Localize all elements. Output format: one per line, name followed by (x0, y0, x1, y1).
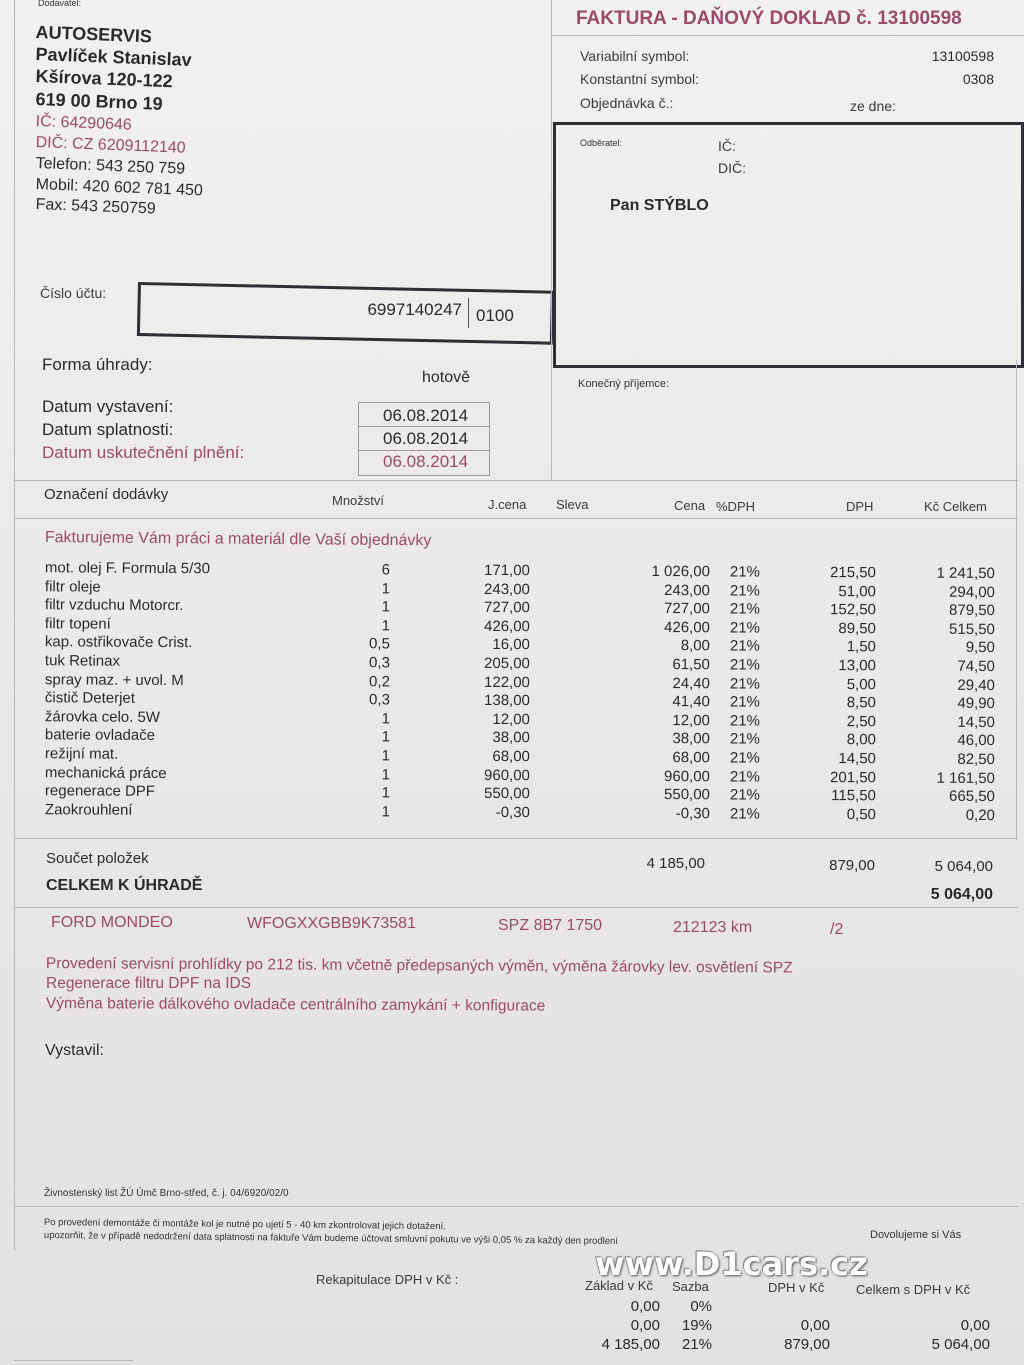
customer-caption: Odběratel: (580, 138, 623, 148)
cell-vat-rate: 21% (729, 582, 760, 600)
note-3: Výměna baterie dálkového ovladače centrálního zamykání + konfigurace (45, 995, 546, 1015)
col-vat-header: DPH (846, 499, 874, 514)
cell-vat: 2,50 (846, 712, 876, 731)
cell-price: 960,00 (663, 767, 710, 785)
cell-vat-rate: 21% (729, 675, 760, 693)
vat-recap-vat: 879,00 (784, 1336, 830, 1353)
cell-unit-price: 12,00 (492, 710, 530, 729)
cell-name: filtr topení (44, 615, 111, 633)
cell-vat: 115,50 (831, 787, 876, 805)
bank-code: 0100 (476, 306, 514, 325)
vat-recap-label: Rekapitulace DPH v Kč : (316, 1272, 459, 1287)
customer-ic-label: IČ: (718, 138, 736, 154)
col-discount-header: Sleva (556, 497, 589, 512)
cell-price: 727,00 (663, 600, 710, 618)
cell-unit-price: 243,00 (483, 580, 530, 598)
amount-due-label: CELKEM K ÚHRADĚ (46, 877, 203, 894)
cell-vat: 13,00 (838, 657, 876, 675)
vat-recap-vat: 0,00 (800, 1317, 830, 1334)
watermark-logo: www.D1cars.cz (595, 1245, 868, 1283)
cell-name: tuk Retinax (44, 652, 121, 670)
note-2: Regenerace filtru DPF na IDS (46, 975, 252, 992)
cell-vat: 0,50 (846, 805, 876, 824)
cell-vat-rate: 21% (729, 730, 760, 749)
notice-line-2: upozorňit, že v případě nedodržení data splatnosti na faktuře Vám budeme účtovat smluvní pokutu ve výši 0,05 % za každý den prodlení (43, 1230, 618, 1248)
sum-total: 5 064,00 (934, 858, 993, 875)
cell-price: 1 026,00 (651, 562, 710, 581)
cell-unit-price: 16,00 (492, 636, 530, 654)
cell-total: 0,20 (965, 806, 995, 824)
vat-recap-rate: 0% (690, 1298, 712, 1315)
cell-total: 879,50 (948, 601, 995, 620)
cell-vat-rate: 21% (729, 693, 760, 711)
cell-total: 665,50 (948, 787, 995, 806)
vat-recap-rate: 19% (681, 1317, 712, 1334)
amount-due: 5 064,00 (930, 886, 993, 903)
cell-price: 24,40 (672, 674, 710, 692)
cell-qty: 1 (381, 728, 390, 746)
cell-vat: 89,50 (838, 619, 876, 638)
vat-recap-total-header: Celkem s DPH v Kč (856, 1282, 971, 1297)
cell-vat: 152,50 (829, 601, 876, 619)
cell-vat-rate: 21% (729, 712, 760, 730)
cell-qty: 1 (381, 747, 390, 765)
cell-unit-price: 138,00 (483, 692, 530, 710)
cell-total: 49,90 (957, 695, 995, 713)
cell-vat-rate: 21% (729, 749, 760, 767)
vat-recap-total: 5 064,00 (931, 1336, 990, 1353)
cell-total: 1 161,50 (936, 769, 995, 787)
supplier-city: 619 00 Brno 19 (35, 89, 163, 114)
cell-price: 41,40 (672, 693, 710, 711)
vehicle-plate: SPZ 8B7 1750 (498, 917, 603, 934)
cell-unit-price: 68,00 (492, 748, 530, 766)
cell-price: 38,00 (672, 730, 710, 748)
supplier-ic: IČ: 64290646 (35, 113, 133, 134)
col-name-header: Označení dodávky (44, 486, 169, 503)
col-total-header: Kč Celkem (924, 499, 987, 514)
vat-recap-total: 0,00 (960, 1317, 990, 1334)
vat-recap-row (0, 1336, 1024, 1354)
cell-vat: 8,50 (846, 694, 876, 712)
cell-total: 29,40 (957, 676, 995, 694)
cell-unit-price: 38,00 (492, 729, 530, 747)
col-vat-rate-header: %DPH (716, 499, 756, 514)
cell-unit-price: 171,00 (483, 561, 530, 580)
variable-symbol: 13100598 (931, 48, 994, 64)
cell-name: Zaokrouhlení (44, 801, 133, 819)
vat-recap-base: 0,00 (630, 1317, 660, 1334)
cell-price: -0,30 (675, 804, 710, 823)
cell-name: regenerace DPF (44, 782, 156, 801)
cell-vat: 8,00 (846, 731, 876, 749)
cell-total: 294,00 (948, 583, 995, 601)
note-1: Provedení servisní prohlídky po 212 tis. km včetně předepsaných výměn, výměna žárovky lev. osvětlení SPZ (45, 955, 793, 977)
payment-method-label: Forma úhrady: (42, 355, 153, 374)
cell-vat-rate: 21% (729, 805, 760, 823)
cell-vat-rate: 21% (729, 563, 760, 581)
notice-line-1: Po provedení demontáže či montáže kol je nutné po ujetí 5 - 40 km zkontrolovat jejich dotažení. (43, 1217, 446, 1233)
cell-name: mechanická práce (44, 763, 167, 782)
vat-recap-base: 4 185,00 (601, 1336, 660, 1353)
cell-price: 426,00 (663, 618, 710, 637)
invoice-intro: Fakturujeme Vám práci a materiál dle Vaší objednávky (44, 529, 432, 550)
cell-total: 9,50 (965, 639, 995, 657)
cell-unit-price: 426,00 (483, 617, 530, 636)
order-label: Objednávka č.: (580, 95, 674, 111)
vat-recap-base: 0,00 (630, 1298, 660, 1315)
issue-date: 06.08.2014 (383, 406, 469, 425)
account-number: 6997140247 (367, 300, 462, 319)
col-price-header: Cena (674, 498, 706, 513)
customer-box (553, 122, 1024, 368)
cell-qty: 0,2 (369, 672, 390, 690)
col-qty-header: Množství (332, 493, 385, 508)
cell-unit-price: 960,00 (483, 766, 530, 784)
cell-unit-price: 727,00 (483, 599, 530, 617)
trade-license: Živnostenský list ŽÚ Úmč Brno-střed, č. j. 04/6920/02/0 (44, 1188, 289, 1199)
cell-name: čistič Deterjet (44, 689, 136, 708)
vehicle-model: FORD MONDEO (51, 914, 173, 931)
cell-qty: 1 (381, 617, 390, 635)
cell-qty: 1 (381, 784, 390, 802)
issued-by-label: Vystavil: (45, 1042, 104, 1059)
customer-name: Pan STÝBLO (610, 197, 709, 214)
cell-vat: 201,50 (829, 768, 876, 786)
cell-name: režijní mat. (44, 745, 119, 763)
cell-vat-rate: 21% (729, 656, 760, 674)
constant-symbol-label: Konstantní symbol: (580, 71, 700, 87)
cell-qty: 1 (381, 598, 390, 616)
cell-vat: 1,50 (846, 638, 876, 656)
supplier-fax: Fax: 543 250759 (35, 196, 157, 218)
cell-vat-rate: 21% (729, 786, 760, 804)
polite-text: Dovolujeme si Vás (870, 1229, 962, 1241)
vehicle-extra: /2 (830, 921, 844, 938)
vat-recap-rate-header: Sazba (672, 1279, 709, 1294)
issue-date-label: Datum vystavení: (42, 397, 174, 416)
supplier-owner: Pavlíček Stanislav (35, 44, 192, 70)
cell-qty: 0,5 (369, 635, 390, 653)
cell-name: filtr oleje (44, 577, 101, 596)
cell-price: 243,00 (663, 581, 710, 599)
supplier-street: Kšírova 120-122 (35, 66, 173, 92)
cell-price: 550,00 (663, 786, 710, 804)
cell-vat-rate: 21% (729, 637, 760, 656)
cell-total: 82,50 (957, 750, 995, 769)
supplier-dic: DIČ: CZ 6209112140 (35, 134, 186, 157)
cell-qty: 1 (381, 710, 390, 728)
cell-vat: 5,00 (846, 675, 876, 693)
cell-name: mot. olej F. Formula 5/30 (44, 559, 211, 578)
supplier-caption: Dodavatel: (38, 0, 82, 8)
customer-dic-label: DIČ: (718, 160, 746, 176)
cell-vat-rate: 21% (729, 600, 760, 618)
cell-total: 46,00 (957, 732, 995, 750)
taxable-date-label: Datum uskutečnění plnění: (42, 443, 245, 462)
constant-symbol: 0308 (962, 71, 994, 87)
cell-qty: 0,3 (369, 691, 390, 709)
vat-recap-row (0, 1298, 1024, 1316)
cell-vat: 14,50 (838, 750, 876, 768)
cell-qty: 1 (381, 579, 390, 597)
cell-unit-price: 205,00 (483, 654, 530, 673)
cell-qty: 1 (381, 765, 390, 783)
variable-symbol-label: Variabilní symbol: (580, 48, 690, 64)
supplier-phone: Telefon: 543 250 759 (35, 155, 186, 178)
due-date-label: Datum splatnosti: (42, 420, 174, 439)
vat-recap-row (0, 1317, 1024, 1335)
supplier-name: AUTOSERVIS (35, 22, 153, 47)
cell-name: baterie ovladače (44, 726, 156, 745)
supplier-mobile: Mobil: 420 602 781 450 (35, 176, 204, 200)
vat-recap-base-header: Základ v Kč (585, 1278, 653, 1293)
cell-name: spray maz. + uvol. M (44, 670, 184, 689)
account-label: Číslo účtu: (40, 285, 107, 301)
cell-unit-price: -0,30 (495, 803, 530, 822)
vat-recap-vat-header: DPH v Kč (768, 1280, 825, 1295)
cell-unit-price: 122,00 (483, 673, 530, 691)
cell-vat: 215,50 (829, 564, 876, 582)
cell-price: 12,00 (672, 711, 710, 730)
order-date-label: ze dne: (850, 98, 896, 114)
cell-qty: 6 (381, 561, 390, 579)
vehicle-mileage: 212123 km (673, 919, 753, 936)
taxable-date: 06.08.2014 (383, 452, 469, 471)
cell-vat-rate: 21% (729, 768, 760, 786)
cell-qty: 0,3 (369, 654, 390, 672)
invoice-title: FAKTURA - DAŇOVÝ DOKLAD č. 13100598 (576, 8, 962, 29)
cell-total: 74,50 (957, 657, 995, 676)
cell-vat: 51,00 (838, 582, 876, 600)
cell-unit-price: 550,00 (483, 785, 530, 803)
cell-price: 61,50 (672, 656, 710, 674)
cell-qty: 1 (381, 803, 390, 821)
cell-name: filtr vzduchu Motorcr. (44, 596, 184, 615)
sum-price: 4 185,00 (646, 855, 705, 872)
sum-label: Součet položek (46, 850, 149, 867)
cell-price: 68,00 (672, 749, 710, 767)
final-recipient-label: Konečný příjemce: (578, 378, 670, 390)
cell-name: kap. ostřikovače Crist. (44, 633, 193, 652)
cell-total: 515,50 (948, 620, 995, 638)
due-date: 06.08.2014 (383, 429, 469, 448)
cell-vat-rate: 21% (729, 619, 760, 637)
cell-total: 14,50 (957, 713, 995, 731)
cell-total: 1 241,50 (936, 564, 995, 583)
col-unit-price-header: J.cena (488, 497, 527, 512)
sum-vat: 879,00 (829, 857, 875, 874)
payment-method: hotově (422, 369, 471, 386)
cell-price: 8,00 (680, 637, 710, 655)
vat-recap-rate: 21% (681, 1336, 712, 1353)
vehicle-vin: WFOGXXGBB9K73581 (247, 915, 416, 932)
cell-name: žárovka celo. 5W (44, 708, 161, 726)
